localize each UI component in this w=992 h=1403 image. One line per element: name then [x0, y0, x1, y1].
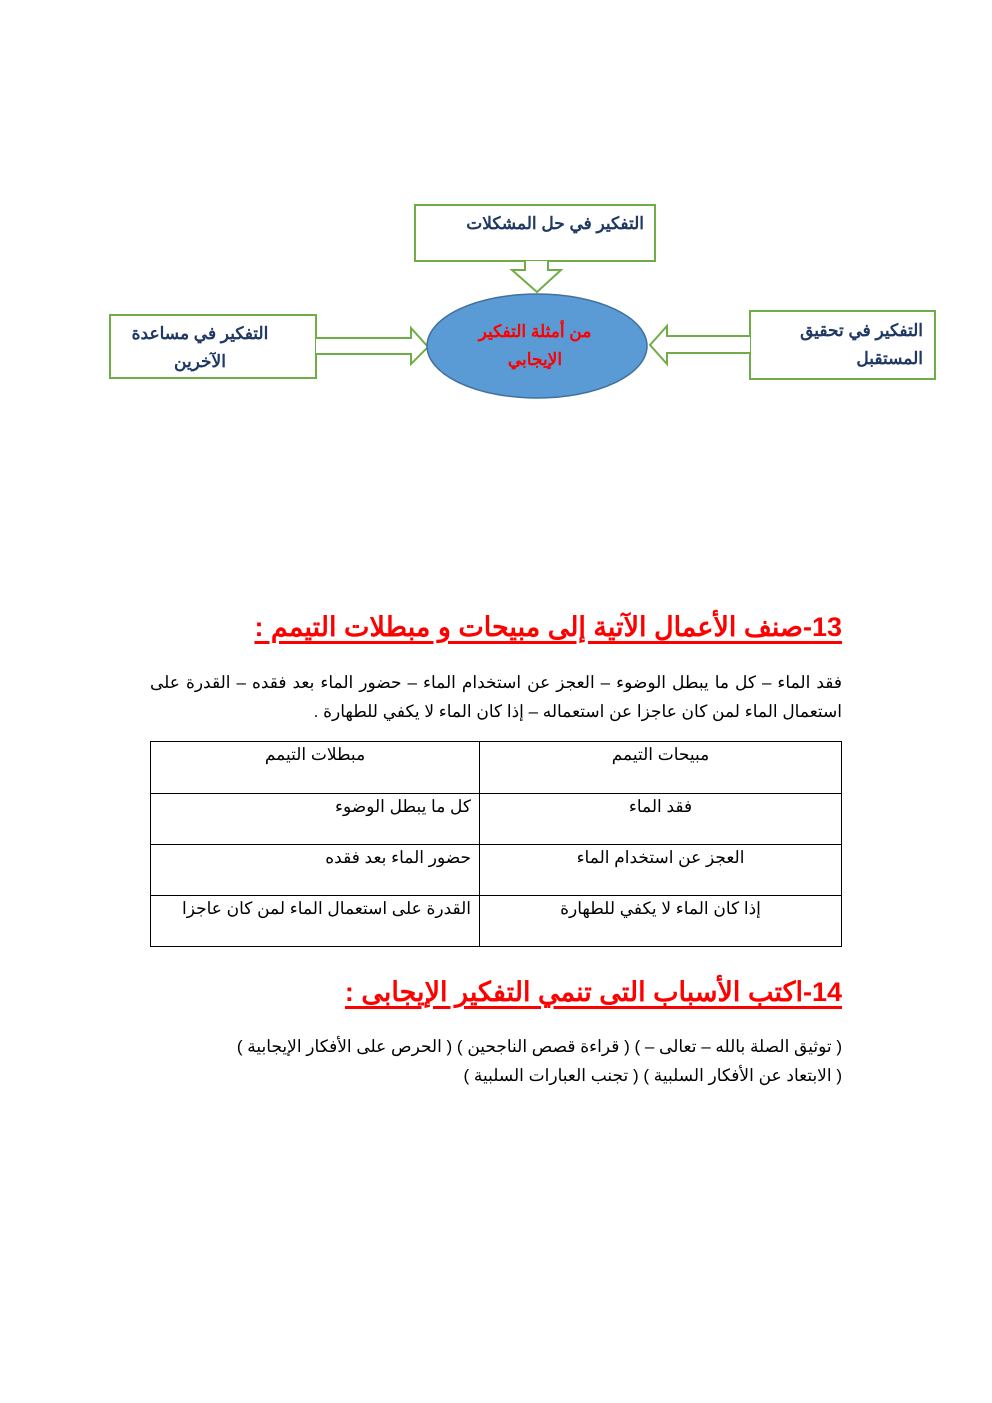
left-box-line: الآخرين — [174, 352, 226, 371]
right-box-label — [760, 317, 923, 373]
right-arrow-icon — [316, 328, 428, 364]
table-cell: كل ما يبطل الوضوء — [151, 794, 480, 845]
center-line: من أمثلة التفكير — [478, 322, 592, 341]
question-14-line: ( الابتعاد عن الأفكار السلبية ) ( تجنب العبارات السلبية ) — [463, 1066, 842, 1085]
right-box-line: المستقبل — [856, 349, 923, 368]
question-13-paragraph: فقد الماء – كل ما يبطل الوضوء – العجز عن استخدام الماء – حضور الماء بعد فقده – القدرة على استعمال الماء لمن كان عاجزا عن استعماله – إذا كان الماء لا يكفي للطهارة . — [150, 673, 842, 721]
table-cell: القدرة على استعمال الماء لمن كان عاجزا — [151, 896, 480, 947]
center-line: الإيجابي — [507, 350, 563, 369]
question-13-heading: 13-صنف الأعمال الآتية إلى مبيحات و مبطلات التيمم : — [254, 612, 842, 642]
table-header-row — [151, 742, 842, 794]
down-arrow-icon — [512, 261, 561, 292]
table-header: مبطلات التيمم — [151, 742, 480, 794]
table-cell: العجز عن استخدام الماء — [480, 845, 842, 896]
right-box-line: التفكير في تحقيق — [800, 321, 923, 340]
table-header: مبيحات التيمم — [480, 742, 842, 794]
table-row — [151, 896, 842, 947]
table-cell: إذا كان الماء لا يكفي للطهارة — [480, 896, 842, 947]
table-row — [151, 845, 842, 896]
table-row — [151, 794, 842, 845]
left-box-label — [115, 320, 285, 376]
question-14-line: ( توثيق الصلة بالله – تعالى – ) ( قراءة قصص الناجحين ) ( الحرص على الأفكار الإيجابية ) — [236, 1037, 842, 1056]
left-box-line: التفكير في مساعدة — [131, 324, 269, 343]
left-arrow-icon — [650, 326, 750, 364]
center-label — [450, 318, 620, 374]
classification-table — [150, 741, 842, 947]
top-box-label: التفكير في حل المشكلات — [466, 214, 644, 233]
table-cell: حضور الماء بعد فقده — [151, 845, 480, 896]
table-cell: فقد الماء — [480, 794, 842, 845]
question-14-heading: 14-اكتب الأسباب التى تنمي التفكير الإيجابى : — [344, 977, 842, 1007]
